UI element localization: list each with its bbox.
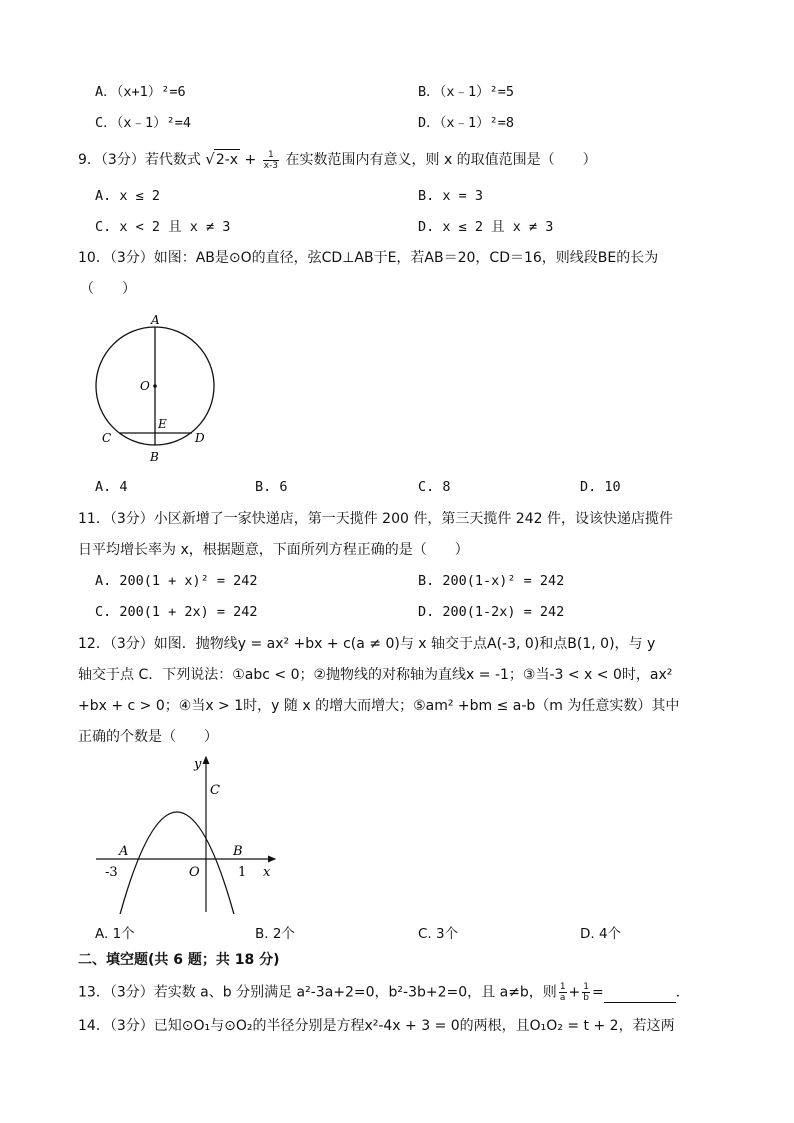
label-c: C	[210, 783, 220, 798]
label-d: D	[195, 431, 205, 445]
label-o: O	[189, 865, 200, 880]
q10-circle-figure	[88, 308, 228, 470]
q10-option-c: C. 8	[418, 479, 451, 495]
label-e: E	[158, 417, 167, 431]
parabola-curve	[108, 812, 246, 914]
label-a: A	[119, 844, 129, 859]
q10-option-a: A. 4	[95, 479, 128, 495]
q9-stem	[78, 149, 597, 171]
q13-equals: =	[592, 984, 604, 1001]
q8-option-a: A．（x+1）²=6	[95, 84, 186, 100]
label-y: y	[194, 757, 202, 772]
q10-option-d: D. 10	[580, 479, 621, 495]
q9-option-d: D. x ≤ 2 且 x ≠ 3	[418, 219, 554, 235]
q13-frac2-num: 1	[583, 982, 590, 992]
q11-option-d: D. 200(1-2x) = 242	[418, 604, 565, 620]
q11-stem-line2: 日平均增长率为 x，根据题意，下面所列方程正确的是（ ）	[78, 542, 469, 558]
q11-option-b: B. 200(1-x)² = 242	[418, 573, 565, 589]
q9-fraction	[263, 150, 279, 171]
q11-option-c: C. 200(1 + 2x) = 242	[95, 604, 258, 620]
q12-stem-line3: +bx + c > 0；④当x > 1时，y 随 x 的增大而增大；⑤am² +bm ≤ a-b（m 为任意实数）其中	[78, 698, 680, 714]
q12-stem-line1: 12．（3分）如图．抛物线y = ax² +bx + c(a ≠ 0)与 x 轴交于点A(-3, 0)和点B(1, 0)，与 y	[78, 636, 656, 652]
q13-fraction-2	[582, 982, 590, 1003]
q11-option-a: A. 200(1 + x)² = 242	[95, 573, 258, 589]
q9-plus: +	[244, 152, 257, 168]
q13-stem-prefix: 13．（3分）若实数 a、b 分别满足 a²-3a+2=0，b²-3b+2=0，且 a≠b，则	[78, 984, 557, 1001]
q13-frac2-den: b	[583, 993, 589, 1003]
q11-stem-line1: 11．（3分）小区新增了一家快递店，第一天揽件 200 件，第三天揽件 242 件，设该快递店揽件	[78, 511, 673, 527]
sqrt-icon: √	[205, 150, 215, 168]
q9-option-a: A. x ≤ 2	[95, 188, 161, 204]
q12-stem-line2: 轴交于点 C．下列说法：①abc < 0；②抛物线的对称轴为直线x = -1；③当-3 < x < 0时，ax²	[78, 667, 673, 683]
label-o: O	[140, 379, 150, 393]
q13-fraction-1	[559, 982, 567, 1003]
q13-end: ．	[675, 984, 690, 1001]
q13-answer-blank	[604, 988, 676, 1003]
q9-frac-num: 1	[263, 150, 279, 161]
q9-option-b: B. x = 3	[418, 188, 484, 204]
q8-option-c: C．（x﹣1）²=4	[95, 115, 192, 131]
q9-option-c: C. x < 2 且 x ≠ 3	[95, 219, 231, 235]
q14-stem: 14．（3分）已知⊙O₁与⊙O₂的半径分别是方程x²-4x + 3 = 0的两根，且O₁O₂ = t + 2，若这两	[78, 1018, 675, 1034]
q10-option-b: B. 6	[255, 479, 288, 495]
label-a: A	[151, 313, 160, 327]
q13-frac1-num: 1	[559, 982, 566, 992]
q12-option-c: C. 3个	[418, 926, 459, 942]
q9-frac-den: x-3	[263, 160, 279, 171]
label-x: x	[263, 865, 271, 880]
q12-option-d: D. 4个	[580, 926, 622, 942]
section-title: 二、填空题(共 6 题；共 18 分)	[78, 952, 280, 968]
q10-stem-line1: 10．（3分）如图：AB是⊙O的直径，弦CD⊥AB于E，若AB＝20，CD＝16，则线段BE的长为	[78, 250, 659, 266]
center-point-icon	[153, 384, 157, 388]
q12-parabola-figure	[93, 752, 283, 914]
q13-frac1-den: a	[559, 993, 566, 1003]
q8-option-d: D．（x﹣1）²=8	[418, 115, 515, 131]
q12-option-b: B. 2个	[255, 926, 295, 942]
q13-plus: +	[568, 984, 581, 1001]
q13-stem	[78, 982, 690, 1003]
q9-stem-suffix: 在实数范围内有意义，则 x 的取值范围是（ ）	[285, 152, 597, 168]
q9-sqrt-body: 2-x	[214, 149, 240, 170]
label-c: C	[102, 431, 112, 445]
label-one: 1	[238, 865, 247, 880]
q12-stem-line4: 正确的个数是（ ）	[78, 729, 218, 745]
label-b: B	[150, 450, 159, 464]
q9-stem-prefix: 9．（3分）若代数式	[78, 152, 201, 168]
q8-option-b: B．（x﹣1）²=5	[418, 84, 515, 100]
q12-option-a: A. 1个	[95, 926, 135, 942]
label-b: B	[233, 844, 243, 859]
q10-stem-line2: （ ）	[80, 281, 136, 297]
label-neg3: -3	[105, 865, 118, 880]
